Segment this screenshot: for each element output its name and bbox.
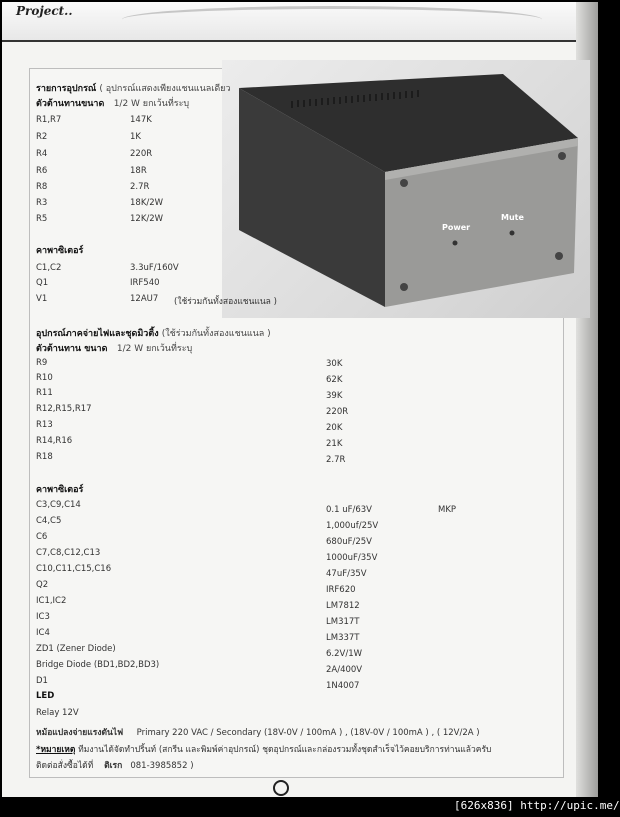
part-ref: V1 <box>36 294 48 304</box>
part-ref: Q2 <box>36 580 49 590</box>
part-note: (ใช้ร่วมกันทั้งสองแชนแนล ) <box>174 297 277 307</box>
part-ref: IC4 <box>36 628 50 638</box>
part-ref: LED <box>36 691 55 701</box>
part-value: 220R <box>326 407 349 417</box>
part-value: 1K <box>130 132 141 142</box>
part-value: IRF540 <box>130 278 160 288</box>
part-ref: C10,C11,C15,C16 <box>36 564 112 574</box>
part-ref: R18 <box>36 452 53 462</box>
mute-label: Mute <box>501 213 524 222</box>
part-ref: R13 <box>36 420 53 430</box>
part-ref: D1 <box>36 676 48 686</box>
part-value: 0.1 uF/63V <box>326 505 372 515</box>
part-value: 62K <box>326 375 343 385</box>
magazine-page <box>2 2 598 797</box>
part-ref: Q1 <box>36 278 49 288</box>
part-ref: R12,R15,R17 <box>36 404 92 414</box>
part-value: 2.7R <box>130 182 150 192</box>
part-value: 47uF/35V <box>326 569 367 579</box>
part-value: 3.3uF/160V <box>130 263 179 273</box>
part-ref: Relay 12V <box>36 708 79 718</box>
part-ref: C7,C8,C12,C13 <box>36 548 101 558</box>
part-value: 12K/2W <box>130 214 164 224</box>
part-ref: R1,R7 <box>36 115 62 125</box>
part-ref: C1,C2 <box>36 263 62 273</box>
part-value: LM337T <box>326 633 360 643</box>
part-value: 2.7R <box>326 455 346 465</box>
parts-list-title: รายการอุปกรณ์ ( อุปกรณ์แสดงเพียงแชนแนลเดียว <box>36 84 231 94</box>
part-value: 220R <box>130 149 153 159</box>
part-value: 30K <box>326 359 343 369</box>
amplifier-photo <box>222 60 590 318</box>
power-label: Power <box>442 223 471 232</box>
part-value: 20K <box>326 423 343 433</box>
project-label: Project.. <box>16 4 73 18</box>
part-ref: R14,R16 <box>36 436 73 446</box>
part-note: MKP <box>438 505 457 515</box>
part-ref: R5 <box>36 214 48 224</box>
part-ref: ZD1 (Zener Diode) <box>36 644 116 654</box>
part-value: 1N4007 <box>326 681 360 691</box>
part-ref: C4,C5 <box>36 516 62 526</box>
part-ref: IC1,IC2 <box>36 596 67 606</box>
part-ref: R4 <box>36 149 48 159</box>
part-ref: R9 <box>36 358 48 368</box>
resistor-heading: ตัวต้านทานขนาด 1/2 W ยกเว้นที่ระบุ <box>36 99 190 109</box>
part-value: 1,000uf/25V <box>326 521 379 531</box>
psu-capacitor-heading: คาพาซิเตอร์ <box>36 485 84 495</box>
part-value: IRF620 <box>326 585 356 595</box>
part-value: 147K <box>130 115 152 125</box>
part-value: 6.2V/1W <box>326 649 363 659</box>
amplifier-chassis-illustration <box>222 60 590 318</box>
page-header-band <box>2 2 598 42</box>
part-value: LM317T <box>326 617 360 627</box>
part-ref: R10 <box>36 373 53 383</box>
part-ref: R8 <box>36 182 48 192</box>
note-line-2: ติดต่อสั่งซื้อได้ที่ ติเรก 081-3985852 ) <box>36 761 194 771</box>
psu-resistor-heading: ตัวต้านทาน ขนาด 1/2 W ยกเว้นที่ระบุ <box>36 344 193 354</box>
transformer-line: หม้อแปลงจ่ายแรงดันไฟ Primary 220 VAC / Secondary (18V-0V / 100mA ) , (18V-0V / 100mA ) , ( 12V/2A ) <box>36 728 480 738</box>
capacitor-heading: คาพาซิเตอร์ <box>36 246 84 256</box>
part-value: 2A/400V <box>326 665 363 675</box>
psu-title: อุปกรณ์ภาคจ่ายไฟและชุดมิวติ้ง (ใช้ร่วมกันทั้งสองแชนแนล ) <box>36 329 271 339</box>
part-ref: R2 <box>36 132 48 142</box>
part-ref: C3,C9,C14 <box>36 500 81 510</box>
note-line-1: *หมายเหตุ ทีมงานได้จัดทำปริ้นท์ (สกรีน และพิมพ์ค่าอุปกรณ์) ชุดอุปกรณ์และกล่องรวมทั้งชุดสำเร็จไว้คอยบริการท่านแล้วครับ <box>36 745 492 755</box>
header-decoration <box>122 6 542 33</box>
part-value: 1000uF/35V <box>326 553 378 563</box>
part-ref: R3 <box>36 198 48 208</box>
part-value: 18K/2W <box>130 198 164 208</box>
page-footer-logo-icon <box>273 780 289 796</box>
part-value: 18R <box>130 166 147 176</box>
part-value: 12AU7 <box>130 294 159 304</box>
part-value: 21K <box>326 439 343 449</box>
part-ref: R11 <box>36 388 53 398</box>
image-host-watermark: [626x836] http://upic.me/ <box>454 799 620 812</box>
part-ref: R6 <box>36 166 48 176</box>
part-ref: Bridge Diode (BD1,BD2,BD3) <box>36 660 160 670</box>
part-value: 680uF/25V <box>326 537 372 547</box>
part-ref: IC3 <box>36 612 50 622</box>
part-value: LM7812 <box>326 601 360 611</box>
part-ref: C6 <box>36 532 48 542</box>
part-value: 39K <box>326 391 343 401</box>
